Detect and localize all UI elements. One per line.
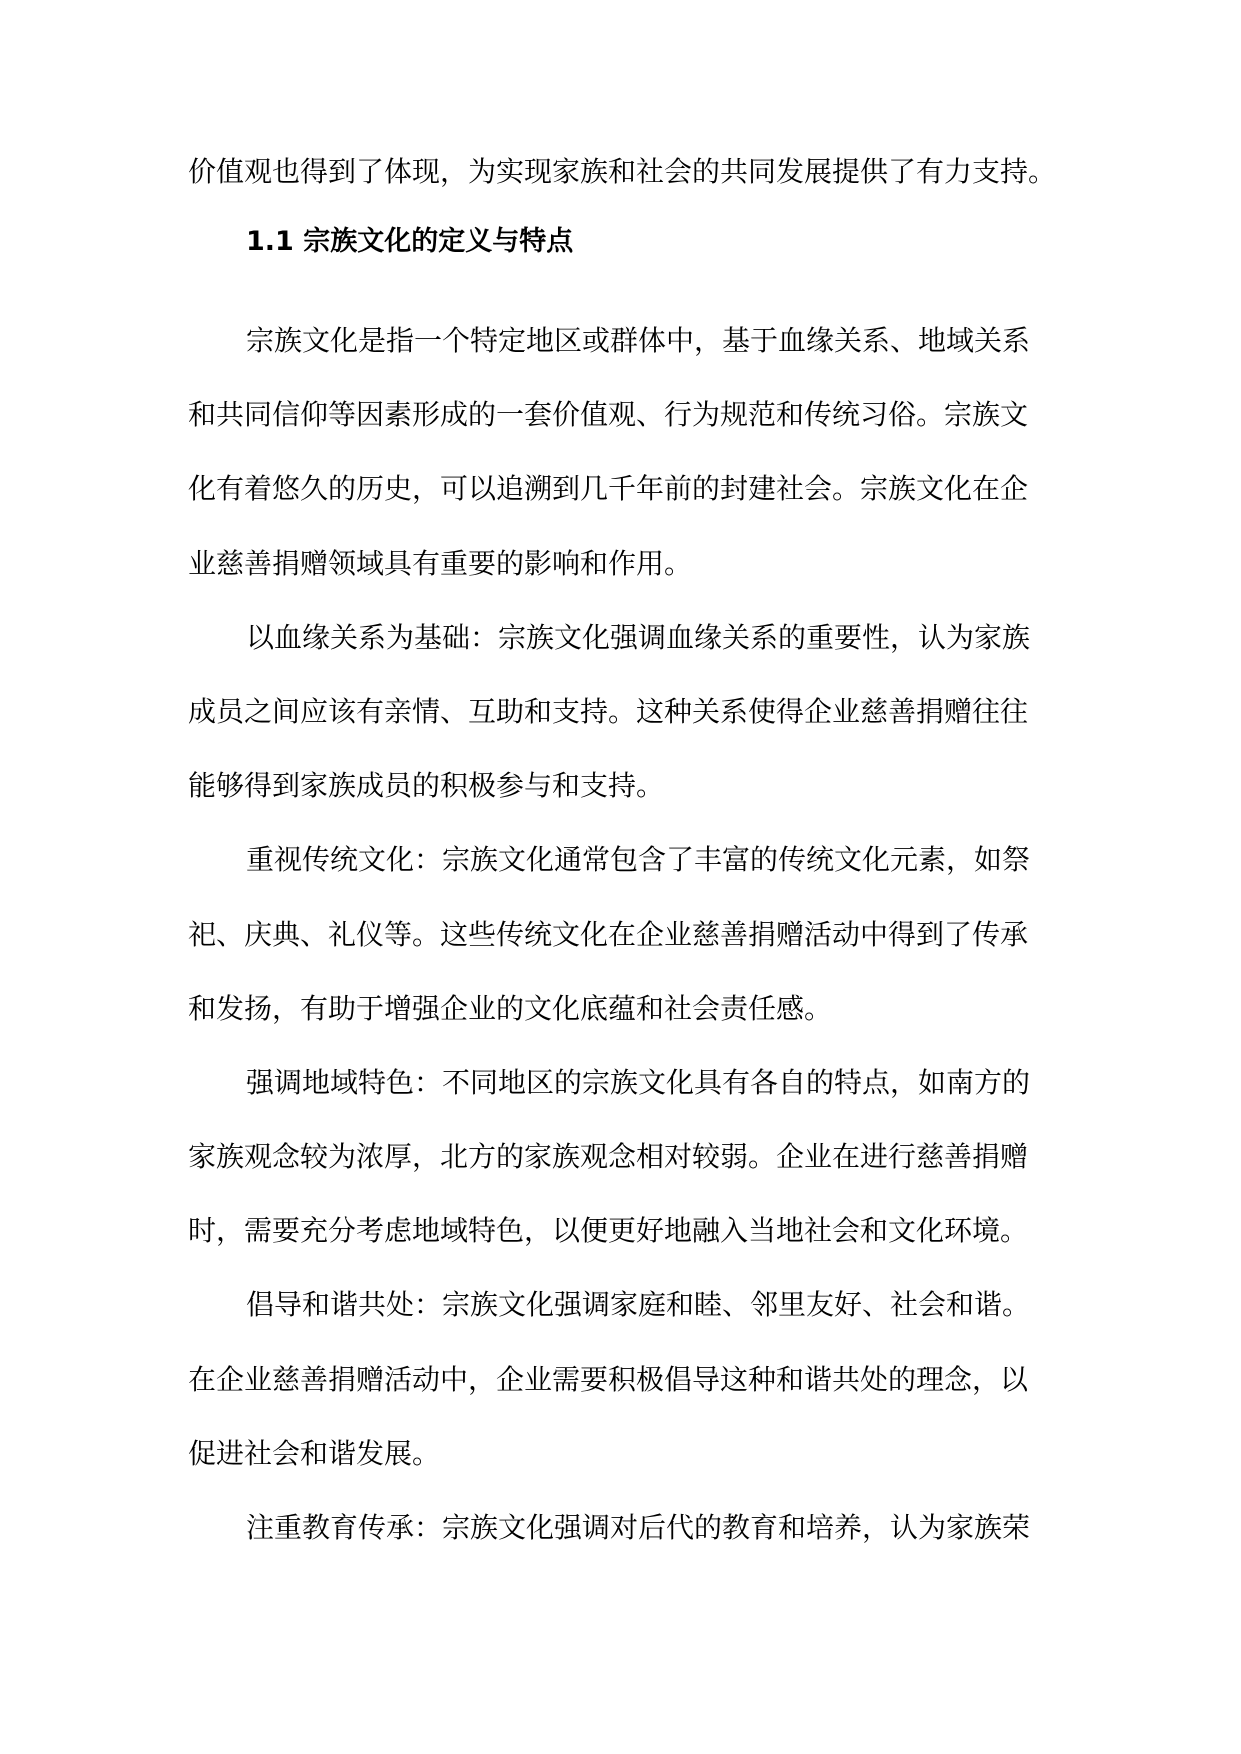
paragraph-line: 化有着悠久的历史，可以追溯到几千年前的封建社会。宗族文化在企 [188, 472, 1029, 506]
paragraph-line: 成员之间应该有亲情、互助和支持。这种关系使得企业慈善捐赠往往 [188, 694, 1029, 728]
paragraph-line: 和发扬，有助于增强企业的文化底蕴和社会责任感。 [188, 991, 833, 1025]
paragraph-line: 业慈善捐赠领域具有重要的影响和作用。 [188, 546, 693, 580]
section-heading: 1.1 宗族文化的定义与特点 [246, 226, 574, 257]
paragraph-line: 倡导和谐共处：宗族文化强调家庭和睦、邻里友好、社会和谐。 [246, 1288, 1031, 1322]
paragraph-line: 和共同信仰等因素形成的一套价值观、行为规范和传统习俗。宗族文 [188, 398, 1029, 432]
paragraph-line: 强调地域特色：不同地区的宗族文化具有各自的特点，如南方的 [246, 1065, 1031, 1099]
paragraph-line: 注重教育传承：宗族文化强调对后代的教育和培养，认为家族荣 [246, 1511, 1031, 1544]
paragraph-line: 能够得到家族成员的积极参与和支持。 [188, 769, 665, 803]
paragraph-education [188, 1499, 1054, 1573]
paragraph-line: 促进社会和谐发展。 [188, 1436, 441, 1470]
continuation-line: 价值观也得到了体现，为实现家族和社会的共同发展提供了有力支持。 [188, 155, 1057, 188]
document-body [188, 143, 1057, 1573]
paragraph-line: 时，需要充分考虑地域特色，以便更好地融入当地社会和文化环境。 [188, 1214, 1029, 1248]
paragraph-line: 以血缘关系为基础：宗族文化强调血缘关系的重要性，认为家族 [246, 620, 1031, 654]
paragraph-line: 重视传统文化：宗族文化通常包含了丰富的传统文化元素，如祭 [246, 843, 1031, 877]
paragraph-line: 祀、庆典、礼仪等。这些传统文化在企业慈善捐赠活动中得到了传承 [188, 917, 1029, 951]
paragraph-definition [188, 312, 1054, 609]
paragraph-blood-relations [188, 609, 1054, 832]
paragraph-line: 在企业慈善捐赠活动中，企业需要积极倡导这种和谐共处的理念，以 [188, 1362, 1029, 1396]
paragraph-regional-features [188, 1054, 1054, 1277]
paragraph-line: 宗族文化是指一个特定地区或群体中，基于血缘关系、地域关系 [246, 324, 1031, 357]
paragraph-harmony [188, 1276, 1054, 1499]
paragraph-traditional-culture [188, 831, 1054, 1054]
paragraph-line: 家族观念较为浓厚，北方的家族观念相对较弱。企业在进行慈善捐赠 [188, 1140, 1029, 1174]
